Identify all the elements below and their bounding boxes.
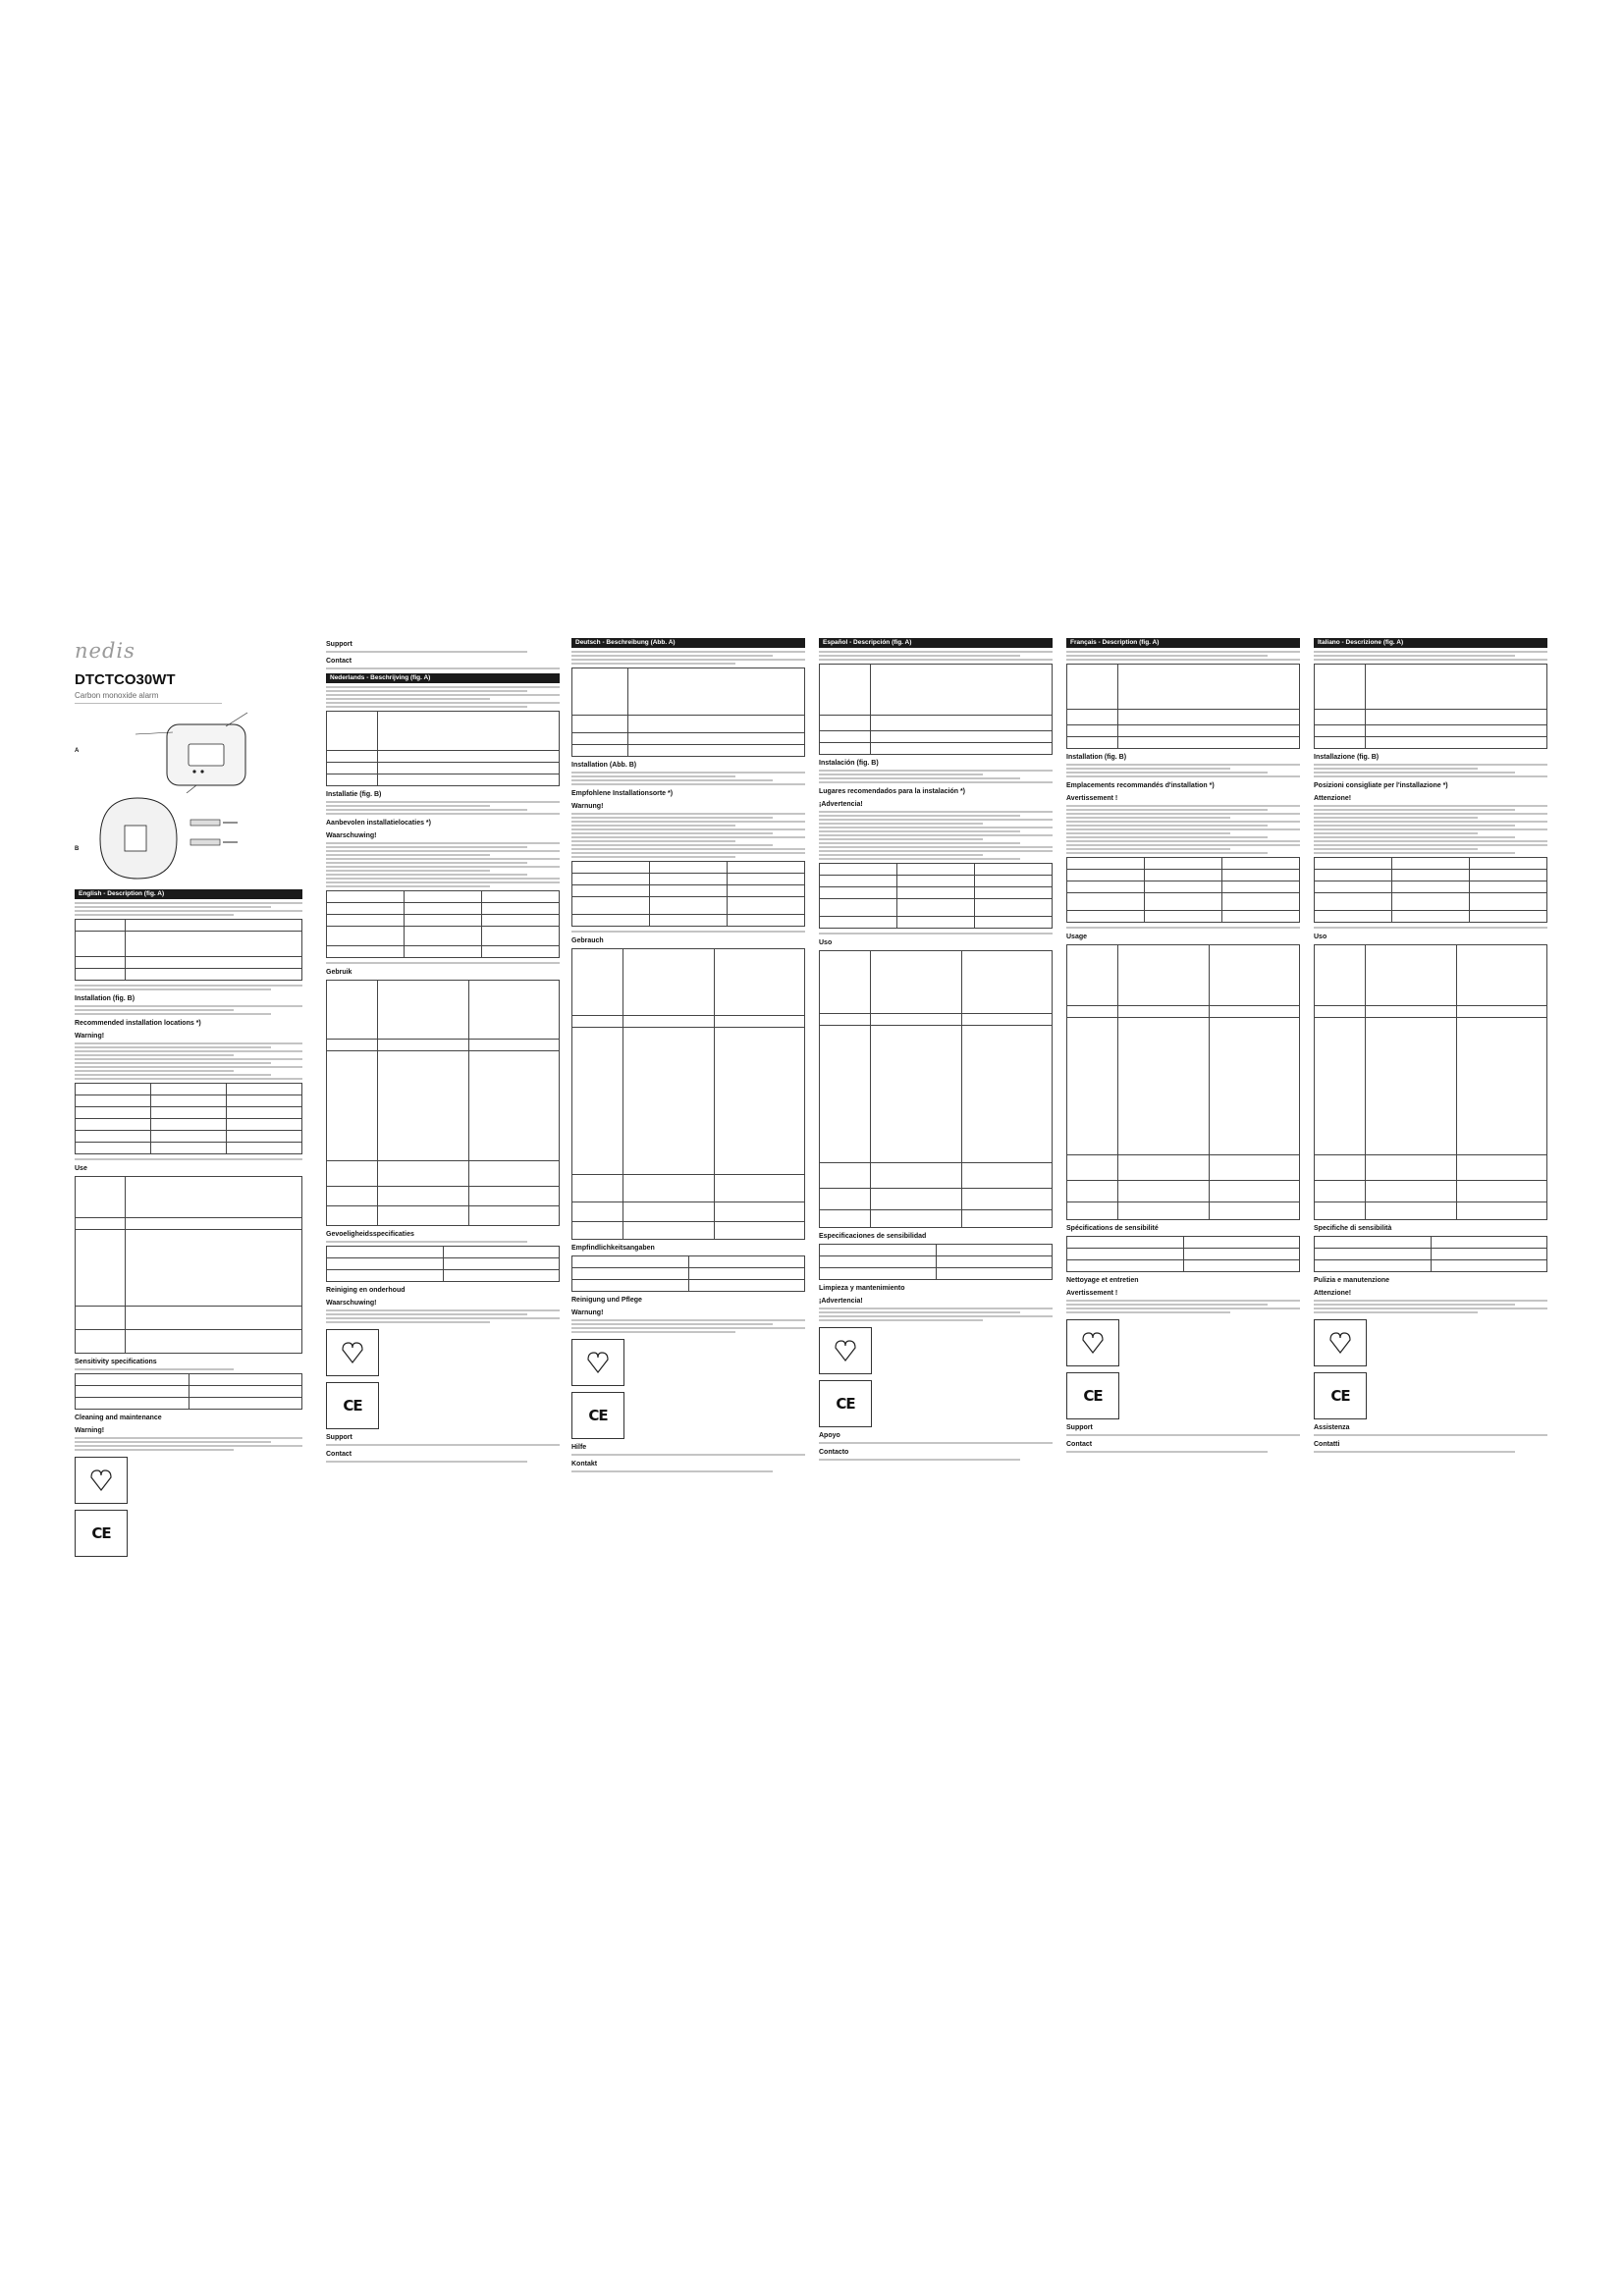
ce-mark-logo: CE <box>1066 1372 1119 1419</box>
dutch-recommended-heading: Aanbevolen installatielocaties *) <box>326 820 431 828</box>
english-use-heading: Use <box>75 1165 87 1173</box>
english-installation-heading: Installation (fig. B) <box>75 995 135 1003</box>
german-support-heading: Hilfe <box>571 1444 587 1452</box>
spanish-section-title: Español - Descripción (fig. A) <box>819 638 1053 648</box>
french-installation-heading: Installation (fig. B) <box>1066 754 1127 762</box>
italian-sensitivity-heading: Specifiche di sensibilità <box>1314 1225 1392 1233</box>
german-location-table <box>571 861 805 927</box>
spanish-support-heading: Apoyo <box>819 1432 840 1440</box>
figure-a-device-illustration <box>128 705 255 793</box>
french-warning2-heading: Avertissement ! <box>1066 1290 1118 1298</box>
italian-sensitivity-table <box>1314 1236 1547 1272</box>
dutch-contact-heading: Contact <box>326 1450 352 1458</box>
kitemark-logo <box>1066 1319 1119 1366</box>
spanish-section <box>819 638 1053 1463</box>
french-section <box>1066 638 1300 1455</box>
dutch-location-table <box>326 890 560 958</box>
product-subtitle: Carbon monoxide alarm <box>75 691 159 700</box>
english-use-table <box>75 1176 302 1354</box>
dutch-use-heading: Gebruik <box>326 969 352 977</box>
english-description-table <box>75 919 302 981</box>
ce-mark-logo: CE <box>75 1510 128 1557</box>
dutch-sensitivity-table <box>326 1246 560 1282</box>
top-support-heading: Support <box>326 641 352 648</box>
german-recommended-heading: Empfohlene Installationsorte *) <box>571 790 674 798</box>
italian-use-heading: Uso <box>1314 934 1327 941</box>
french-use-table <box>1066 944 1300 1220</box>
english-section <box>75 889 302 1557</box>
german-section <box>571 638 805 1474</box>
french-cleaning-heading: Nettoyage et entretien <box>1066 1277 1139 1285</box>
brand-logo: nedis <box>75 639 135 663</box>
french-contact-heading: Contact <box>1066 1441 1093 1448</box>
spanish-use-heading: Uso <box>819 939 833 947</box>
italian-contact-heading: Contatti <box>1314 1441 1340 1448</box>
english-sensitivity-heading: Sensitivity specifications <box>75 1359 157 1366</box>
spanish-contact-heading: Contacto <box>819 1449 849 1456</box>
kitemark-logo <box>571 1339 624 1386</box>
french-location-table <box>1066 857 1300 923</box>
spanish-warning2-heading: ¡Advertencia! <box>819 1298 863 1306</box>
italian-cleaning-heading: Pulizia e manutenzione <box>1314 1277 1390 1285</box>
german-use-table <box>571 948 805 1240</box>
ce-mark-logo: CE <box>326 1382 379 1429</box>
german-sensitivity-table <box>571 1255 805 1292</box>
english-recommended-heading: Recommended installation locations *) <box>75 1020 201 1028</box>
spanish-sensitivity-table <box>819 1244 1053 1280</box>
kitemark-logo <box>1314 1319 1367 1366</box>
italian-warning-heading: Attenzione! <box>1314 795 1352 803</box>
divider <box>75 703 222 704</box>
figure-b-label: B <box>75 846 80 852</box>
dutch-installation-heading: Installatie (fig. B) <box>326 791 382 799</box>
french-sensitivity-table <box>1066 1236 1300 1272</box>
model-title: DTCTCO30WT <box>75 671 176 688</box>
italian-section <box>1314 638 1547 1455</box>
italian-use-table <box>1314 944 1547 1220</box>
german-cleaning-heading: Reinigung und Pflege <box>571 1297 642 1305</box>
english-sensitivity-table <box>75 1373 302 1410</box>
italian-section-title: Italiano - Descrizione (fig. A) <box>1314 638 1547 648</box>
ce-mark-logo: CE <box>819 1380 872 1427</box>
dutch-warning2-heading: Waarschuwing! <box>326 1300 377 1307</box>
italian-location-table <box>1314 857 1547 923</box>
dutch-sensitivity-heading: Gevoeligheidsspecificaties <box>326 1231 414 1239</box>
english-warning-heading: Warning! <box>75 1033 105 1041</box>
dutch-section-title: Nederlands - Beschrijving (fig. A) <box>326 673 560 683</box>
figure-a-label: A <box>75 748 80 754</box>
french-warning-heading: Avertissement ! <box>1066 795 1118 803</box>
french-sensitivity-heading: Spécifications de sensibilité <box>1066 1225 1159 1233</box>
spanish-warning-heading: ¡Advertencia! <box>819 801 863 809</box>
french-support-heading: Support <box>1066 1424 1093 1432</box>
german-description-table <box>571 667 805 757</box>
french-section-title: Français - Description (fig. A) <box>1066 638 1300 648</box>
spanish-cleaning-heading: Limpieza y mantenimiento <box>819 1285 905 1293</box>
english-cleaning-heading: Cleaning and maintenance <box>75 1415 162 1422</box>
spanish-installation-heading: Instalación (fig. B) <box>819 760 879 768</box>
ce-mark-logo: CE <box>1314 1372 1367 1419</box>
english-location-table <box>75 1083 302 1154</box>
german-sensitivity-heading: Empfindlichkeitsangaben <box>571 1245 655 1253</box>
french-recommended-heading: Emplacements recommandés d'installation *) <box>1066 782 1215 790</box>
italian-recommended-heading: Posizioni consigliate per l'installazione *) <box>1314 782 1448 790</box>
german-section-title: Deutsch - Beschreibung (Abb. A) <box>571 638 805 648</box>
top-contact-heading: Contact <box>326 657 352 665</box>
spanish-description-table <box>819 664 1053 755</box>
italian-support-heading: Assistenza <box>1314 1424 1350 1432</box>
english-warning2-heading: Warning! <box>75 1427 105 1435</box>
german-warning2-heading: Warnung! <box>571 1309 604 1317</box>
dutch-section <box>326 636 560 1465</box>
italian-installation-heading: Installazione (fig. B) <box>1314 754 1380 762</box>
french-use-heading: Usage <box>1066 934 1088 941</box>
kitemark-logo <box>75 1457 128 1504</box>
spanish-use-table <box>819 950 1053 1228</box>
dutch-description-table <box>326 711 560 786</box>
dutch-support-heading: Support <box>326 1433 352 1441</box>
german-use-heading: Gebrauch <box>571 937 604 945</box>
german-warning-heading: Warnung! <box>571 803 604 811</box>
ce-mark-logo: CE <box>571 1392 624 1439</box>
kitemark-logo <box>819 1327 872 1374</box>
french-description-table <box>1066 664 1300 749</box>
kitemark-logo <box>326 1329 379 1376</box>
spanish-location-table <box>819 863 1053 929</box>
english-section-title: English - Description (fig. A) <box>75 889 302 899</box>
spanish-sensitivity-heading: Especificaciones de sensibilidad <box>819 1233 927 1241</box>
german-contact-heading: Kontakt <box>571 1461 598 1468</box>
dutch-cleaning-heading: Reiniging en onderhoud <box>326 1287 406 1294</box>
spanish-recommended-heading: Lugares recomendados para la instalación *) <box>819 788 965 796</box>
figure-b-mounting-illustration <box>81 790 247 883</box>
german-installation-heading: Installation (Abb. B) <box>571 762 637 770</box>
dutch-warning-heading: Waarschuwing! <box>326 832 377 840</box>
dutch-use-table <box>326 980 560 1226</box>
italian-description-table <box>1314 664 1547 749</box>
italian-warning2-heading: Attenzione! <box>1314 1290 1352 1298</box>
